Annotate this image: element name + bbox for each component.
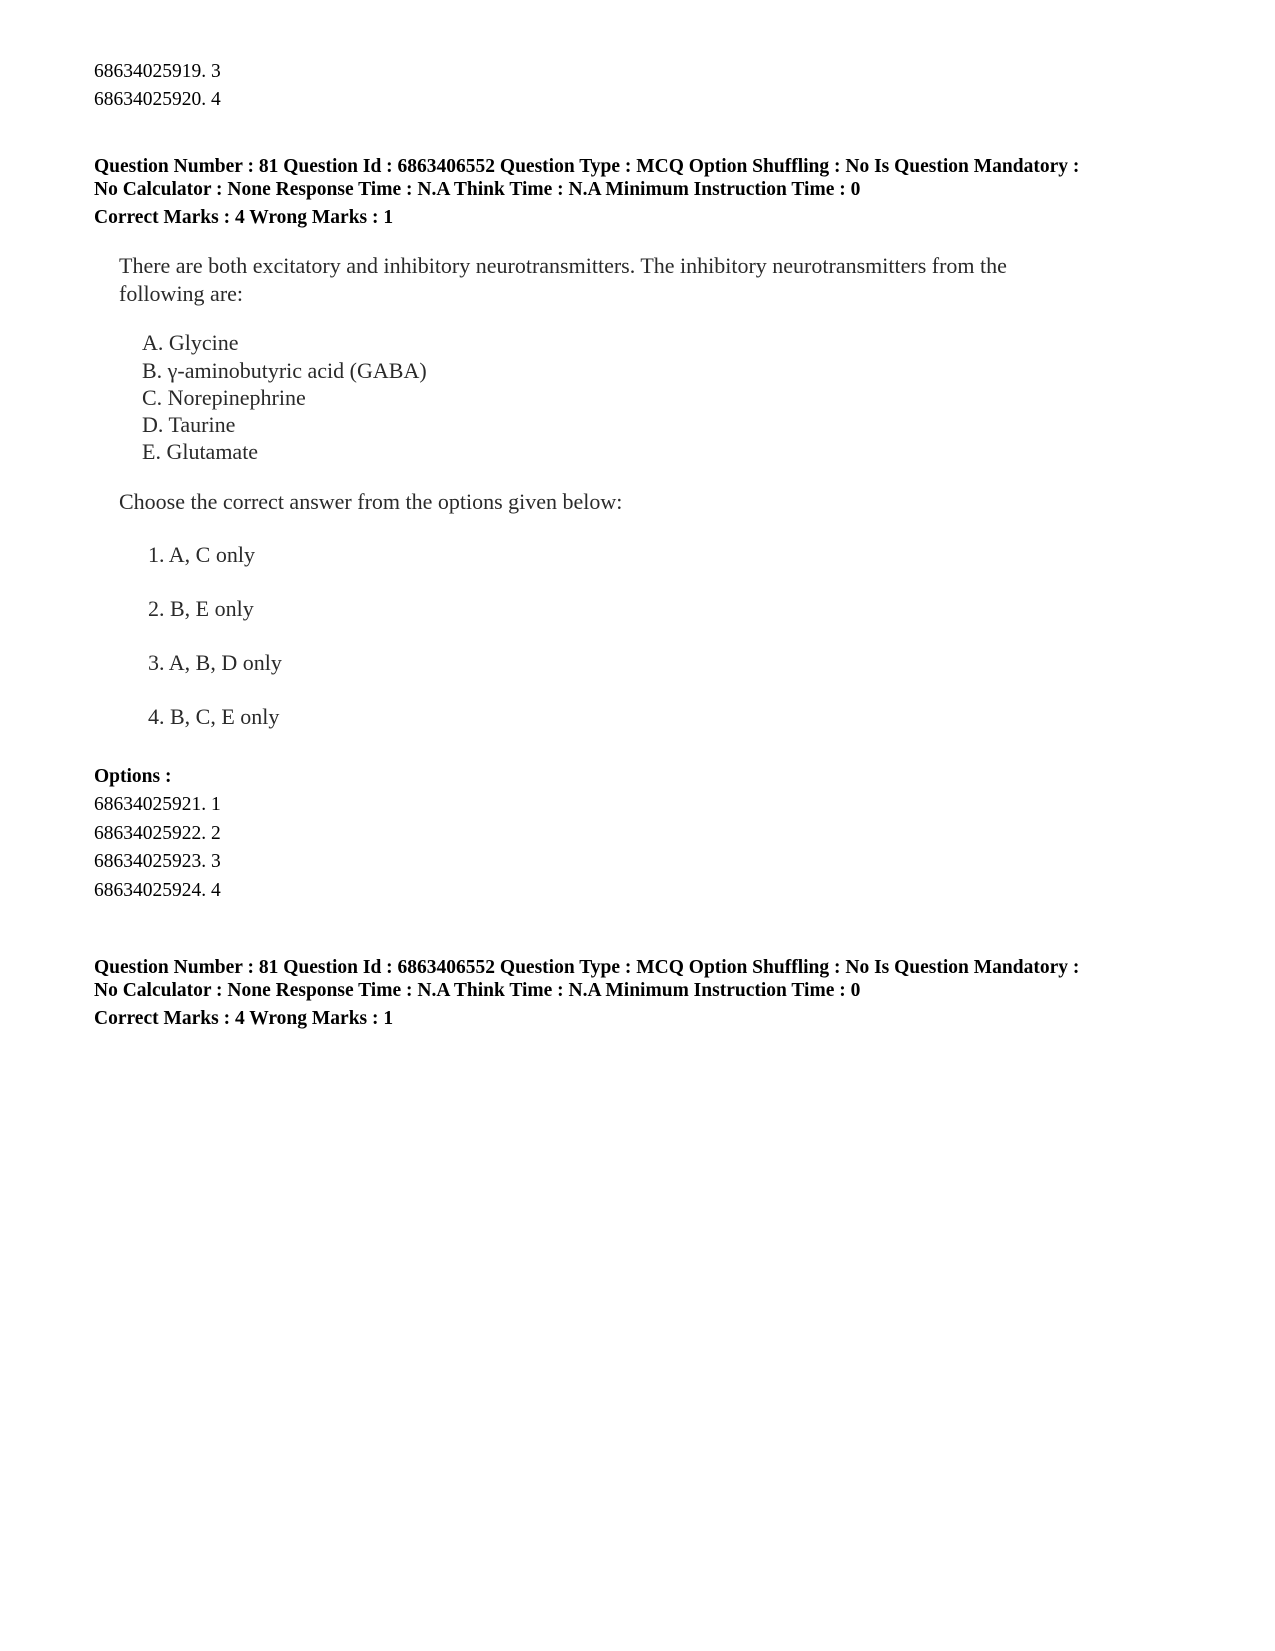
answer-choice-3: 3. A, B, D only bbox=[148, 650, 282, 675]
answer-choice-2: 2. B, E only bbox=[148, 596, 254, 621]
question-stem-line-2: following are: bbox=[119, 281, 244, 306]
answer-choice-4: 4. B, C, E only bbox=[148, 704, 280, 729]
next-question-marks: Correct Marks : 4 Wrong Marks : 1 bbox=[94, 1008, 394, 1029]
statement-a: A. Glycine bbox=[142, 330, 239, 355]
question-meta-line-1: Question Number : 81 Question Id : 6863406552 Question Type : MCQ Option Shuffling : No Is Question Mandatory : bbox=[94, 156, 1080, 177]
prev-option-4: 68634025920. 4 bbox=[94, 89, 221, 110]
question-stem-line-1: There are both excitatory and inhibitory neurotransmitters. The inhibitory neurotransmitters from the bbox=[119, 253, 1007, 278]
next-question-meta-line-1: Question Number : 81 Question Id : 6863406552 Question Type : MCQ Option Shuffling : No Is Question Mandatory : bbox=[94, 957, 1080, 978]
question-instruction: Choose the correct answer from the options given below: bbox=[119, 489, 623, 514]
options-heading: Options : bbox=[94, 766, 172, 787]
statement-e: E. Glutamate bbox=[142, 439, 259, 464]
statement-b: B. γ-aminobutyric acid (GABA) bbox=[142, 358, 427, 383]
prev-option-3: 68634025919. 3 bbox=[94, 61, 221, 82]
answer-choice-1: 1. A, C only bbox=[148, 542, 255, 567]
option-3: 68634025923. 3 bbox=[94, 851, 221, 872]
option-4: 68634025924. 4 bbox=[94, 880, 221, 901]
question-marks: Correct Marks : 4 Wrong Marks : 1 bbox=[94, 207, 394, 228]
next-question-meta-line-2: No Calculator : None Response Time : N.A Think Time : N.A Minimum Instruction Time : 0 bbox=[94, 980, 861, 1001]
option-2: 68634025922. 2 bbox=[94, 823, 221, 844]
question-meta-line-2: No Calculator : None Response Time : N.A Think Time : N.A Minimum Instruction Time : 0 bbox=[94, 179, 861, 200]
statement-c: C. Norepinephrine bbox=[142, 385, 306, 410]
option-1: 68634025921. 1 bbox=[94, 794, 221, 815]
statement-d: D. Taurine bbox=[142, 412, 236, 437]
